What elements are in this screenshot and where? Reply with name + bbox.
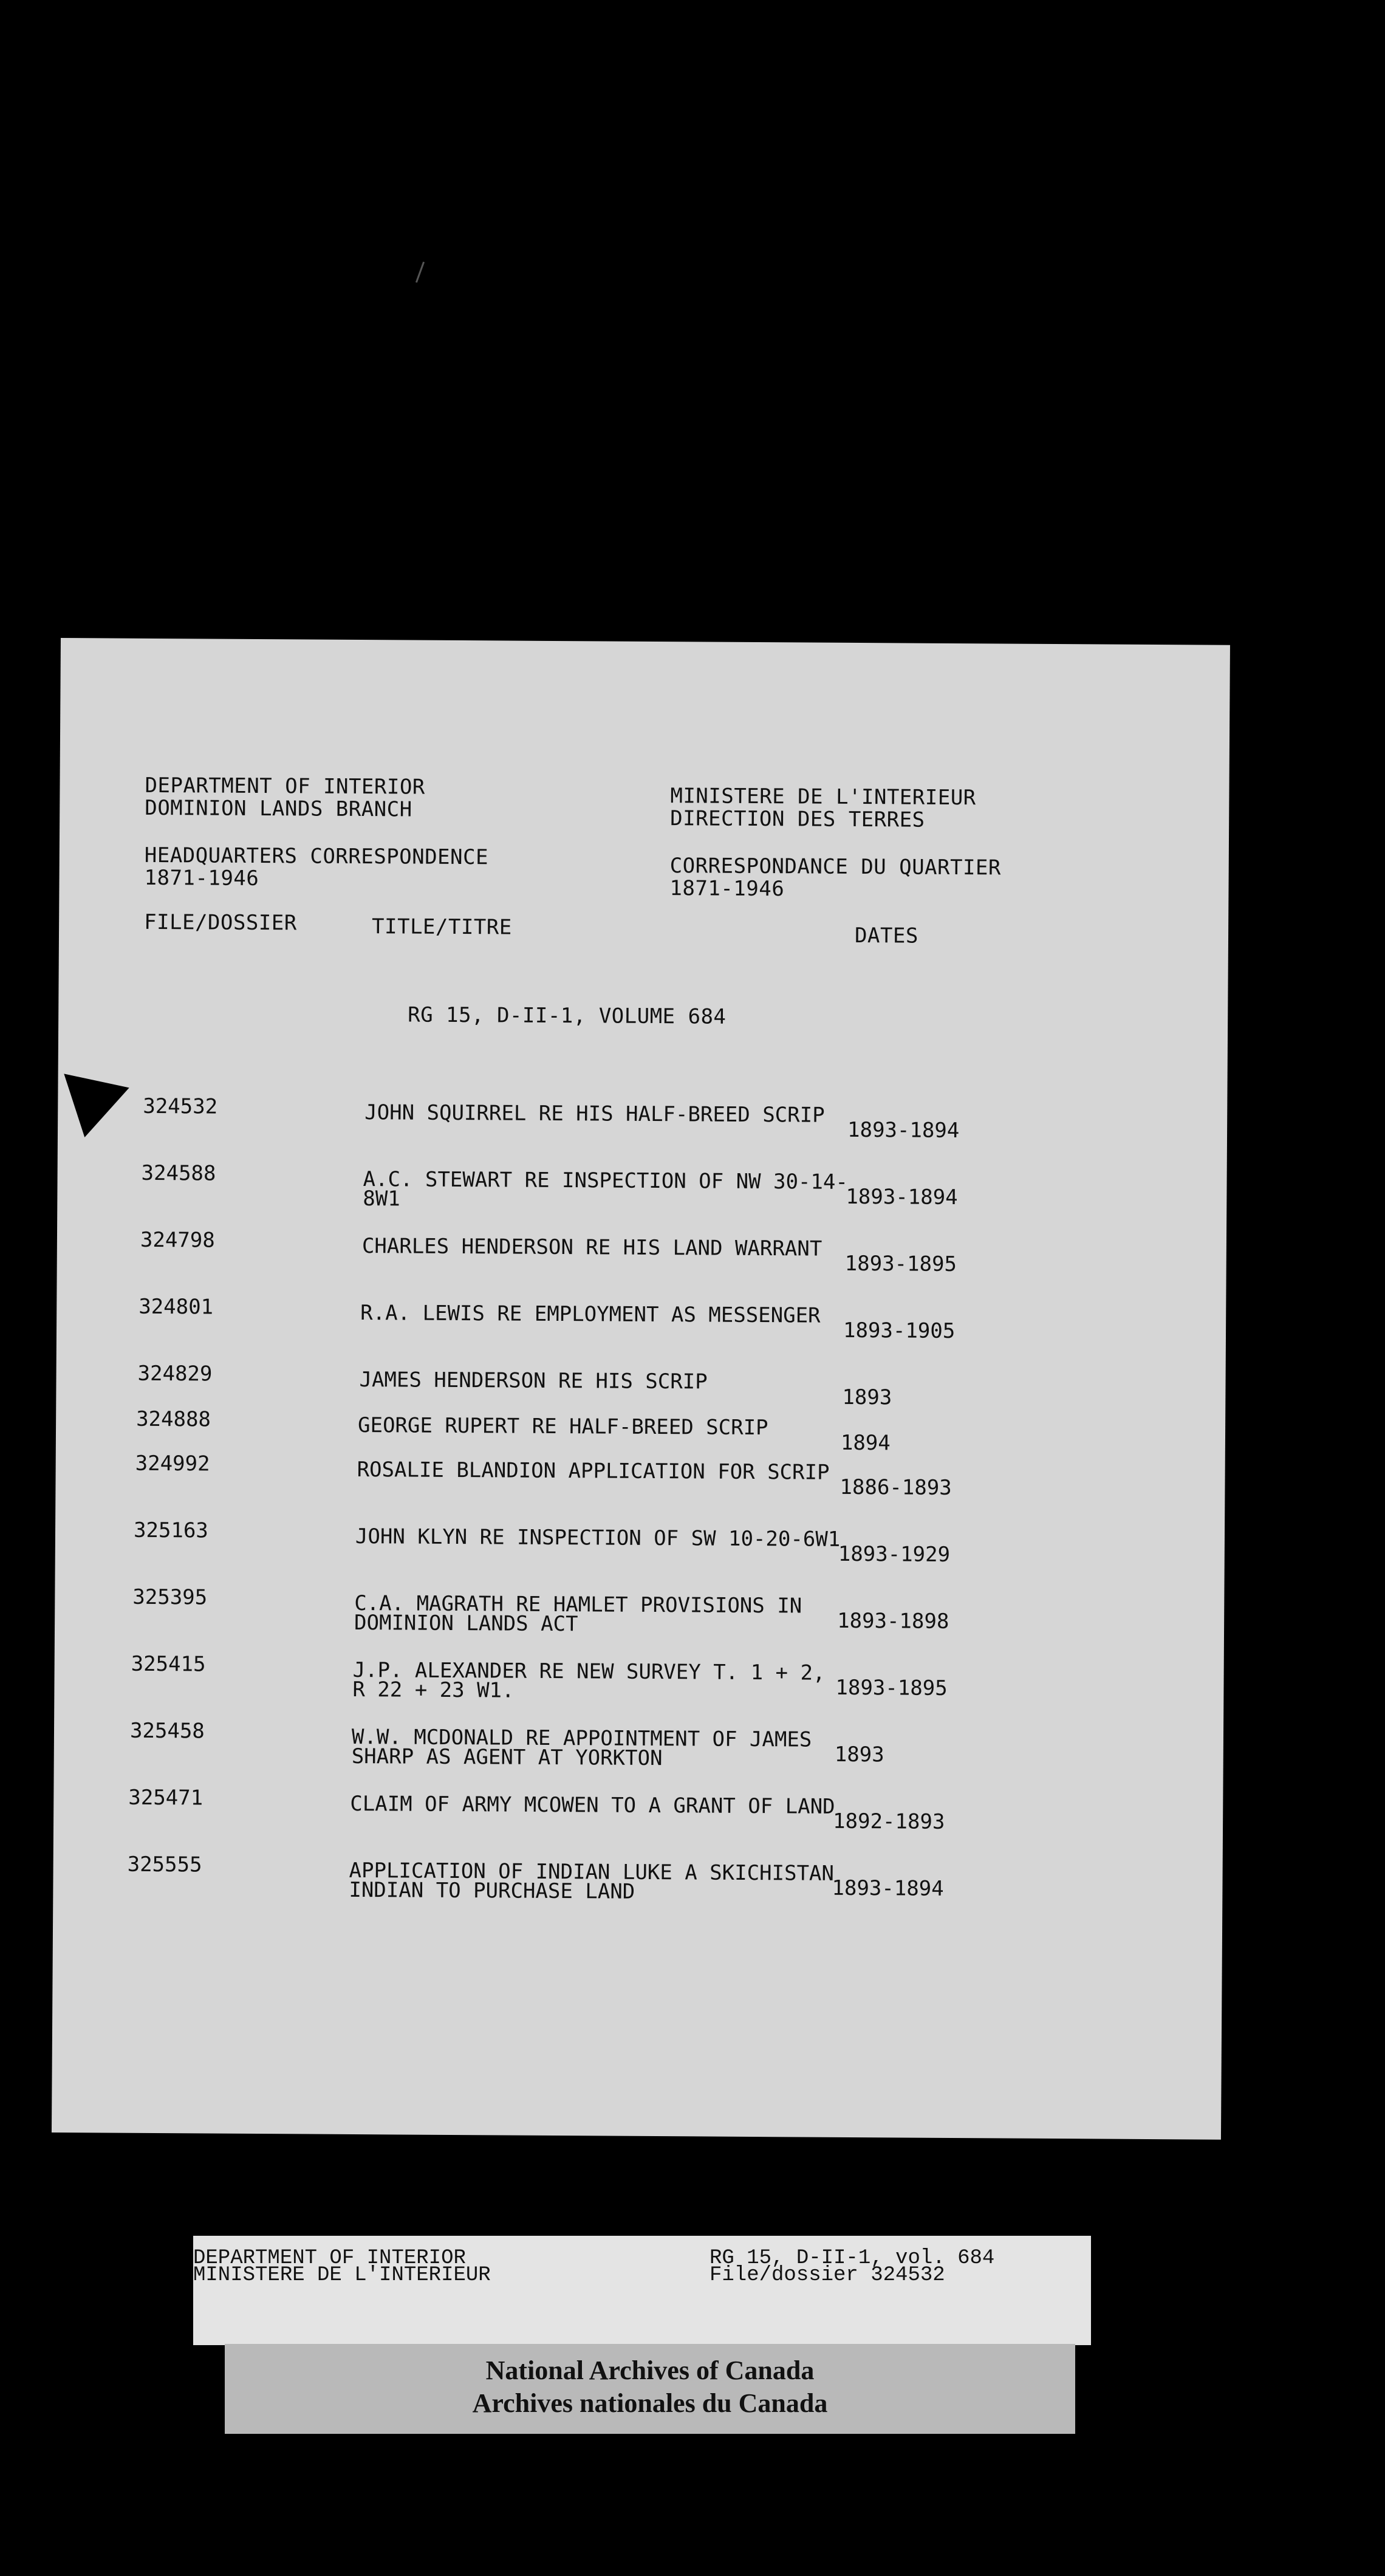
row-dates: 1893-1894 <box>846 1184 958 1210</box>
row-dates: 1893 <box>842 1385 892 1410</box>
row-file-number: 325395 <box>132 1584 208 1610</box>
row-dates: 1893-1905 <box>843 1318 956 1344</box>
row-dates: 1893-1894 <box>847 1117 960 1143</box>
row-title: APPLICATION OF INDIAN LUKE A SKICHISTAN INDIAN TO PURCHASE LAND <box>349 1858 835 1904</box>
row-dates: 1893 <box>834 1742 884 1767</box>
header-left-line4: 1871-1946 <box>144 865 259 891</box>
header-right-line3: CORRESPONDANCE DU QUARTIER <box>669 854 1002 880</box>
row-dates: 1893-1929 <box>838 1541 951 1567</box>
archives-name-english: National Archives of Canada <box>485 2355 815 2385</box>
row-file-number: 324992 <box>135 1451 210 1476</box>
row-file-number: 325163 <box>133 1518 208 1543</box>
archives-name-french: Archives nationales du Canada <box>472 2388 828 2418</box>
row-dates: 1894 <box>840 1430 891 1456</box>
row-file-number: 325415 <box>131 1651 206 1677</box>
column-header-file: FILE/DOSSIER <box>144 909 297 936</box>
row-title: JOHN SQUIRREL RE HIS HALF-BREED SCRIP <box>364 1100 825 1128</box>
volume-reference: RG 15, D-II-1, VOLUME 684 <box>408 1002 727 1029</box>
header-right-line1: MINISTERE DE L'INTERIEUR <box>670 784 976 810</box>
label-right-line2: File/dossier 324532 <box>710 2264 945 2287</box>
row-dates: 1893-1898 <box>837 1608 949 1634</box>
row-title: C.A. MAGRATH RE HAMLET PROVISIONS IN DOMINION LANDS ACT <box>354 1591 802 1637</box>
row-title: J.P. ALEXANDER RE NEW SURVEY T. 1 + 2, R 22 + 23 W1. <box>352 1657 826 1703</box>
row-dates: 1892-1893 <box>833 1809 945 1834</box>
row-file-number: 324801 <box>138 1294 214 1320</box>
row-dates: 1886-1893 <box>840 1475 952 1500</box>
row-file-number: 324798 <box>140 1227 215 1253</box>
archives-strip <box>225 2344 1075 2434</box>
row-file-number: 325458 <box>129 1718 205 1744</box>
row-title: JAMES HENDERSON RE HIS SCRIP <box>359 1368 708 1394</box>
row-file-number: 325555 <box>127 1852 202 1877</box>
label-left-line1: DEPARTMENT OF INTERIOR <box>193 2247 466 2270</box>
row-title: JOHN KLYN RE INSPECTION OF SW 10-20-6W1 <box>355 1524 841 1552</box>
archive-label-strip <box>193 2236 1091 2345</box>
label-right-line1: RG 15, D-II-1, vol. 684 <box>710 2247 995 2270</box>
column-header-title: TITLE/TITRE <box>371 914 512 940</box>
header-left-line3: HEADQUARTERS CORRESPONDENCE <box>144 843 489 870</box>
header-right-line2: DIRECTION DES TERRES <box>670 806 925 832</box>
row-title: W.W. MCDONALD RE APPOINTMENT OF JAMES SHARP AS AGENT AT YORKTON <box>351 1724 812 1771</box>
row-file-number: 324532 <box>143 1094 218 1119</box>
row-title: R.A. LEWIS RE EMPLOYMENT AS MESSENGER <box>360 1301 821 1328</box>
row-title: GEORGE RUPERT RE HALF-BREED SCRIP <box>357 1413 768 1440</box>
row-file-number: 324829 <box>137 1361 213 1386</box>
row-dates: 1893-1895 <box>844 1251 957 1277</box>
header-left-line2: DOMINION LANDS BRANCH <box>145 795 412 822</box>
row-title: A.C. STEWART RE INSPECTION OF NW 30-14-8W1 <box>363 1167 849 1211</box>
row-title: CLAIM OF ARMY MCOWEN TO A GRANT OF LAND <box>350 1791 835 1819</box>
label-left-line2: MINISTERE DE L'INTERIEUR <box>193 2264 491 2287</box>
row-title: ROSALIE BLANDION APPLICATION FOR SCRIP <box>357 1458 830 1485</box>
header-right-line4: 1871-1946 <box>669 876 785 902</box>
row-file-number: 325471 <box>128 1785 203 1810</box>
stray-scratch-mark <box>415 262 425 283</box>
column-header-dates: DATES <box>854 923 919 948</box>
row-title: CHARLES HENDERSON RE HIS LAND WARRANT <box>361 1234 822 1261</box>
row-file-number: 324588 <box>141 1160 216 1186</box>
row-dates: 1893-1894 <box>832 1875 944 1901</box>
row-dates: 1893-1895 <box>835 1675 948 1701</box>
header-left-line1: DEPARTMENT OF INTERIOR <box>145 773 425 800</box>
index-sheet <box>52 638 1230 2140</box>
row-file-number: 324888 <box>136 1406 211 1432</box>
